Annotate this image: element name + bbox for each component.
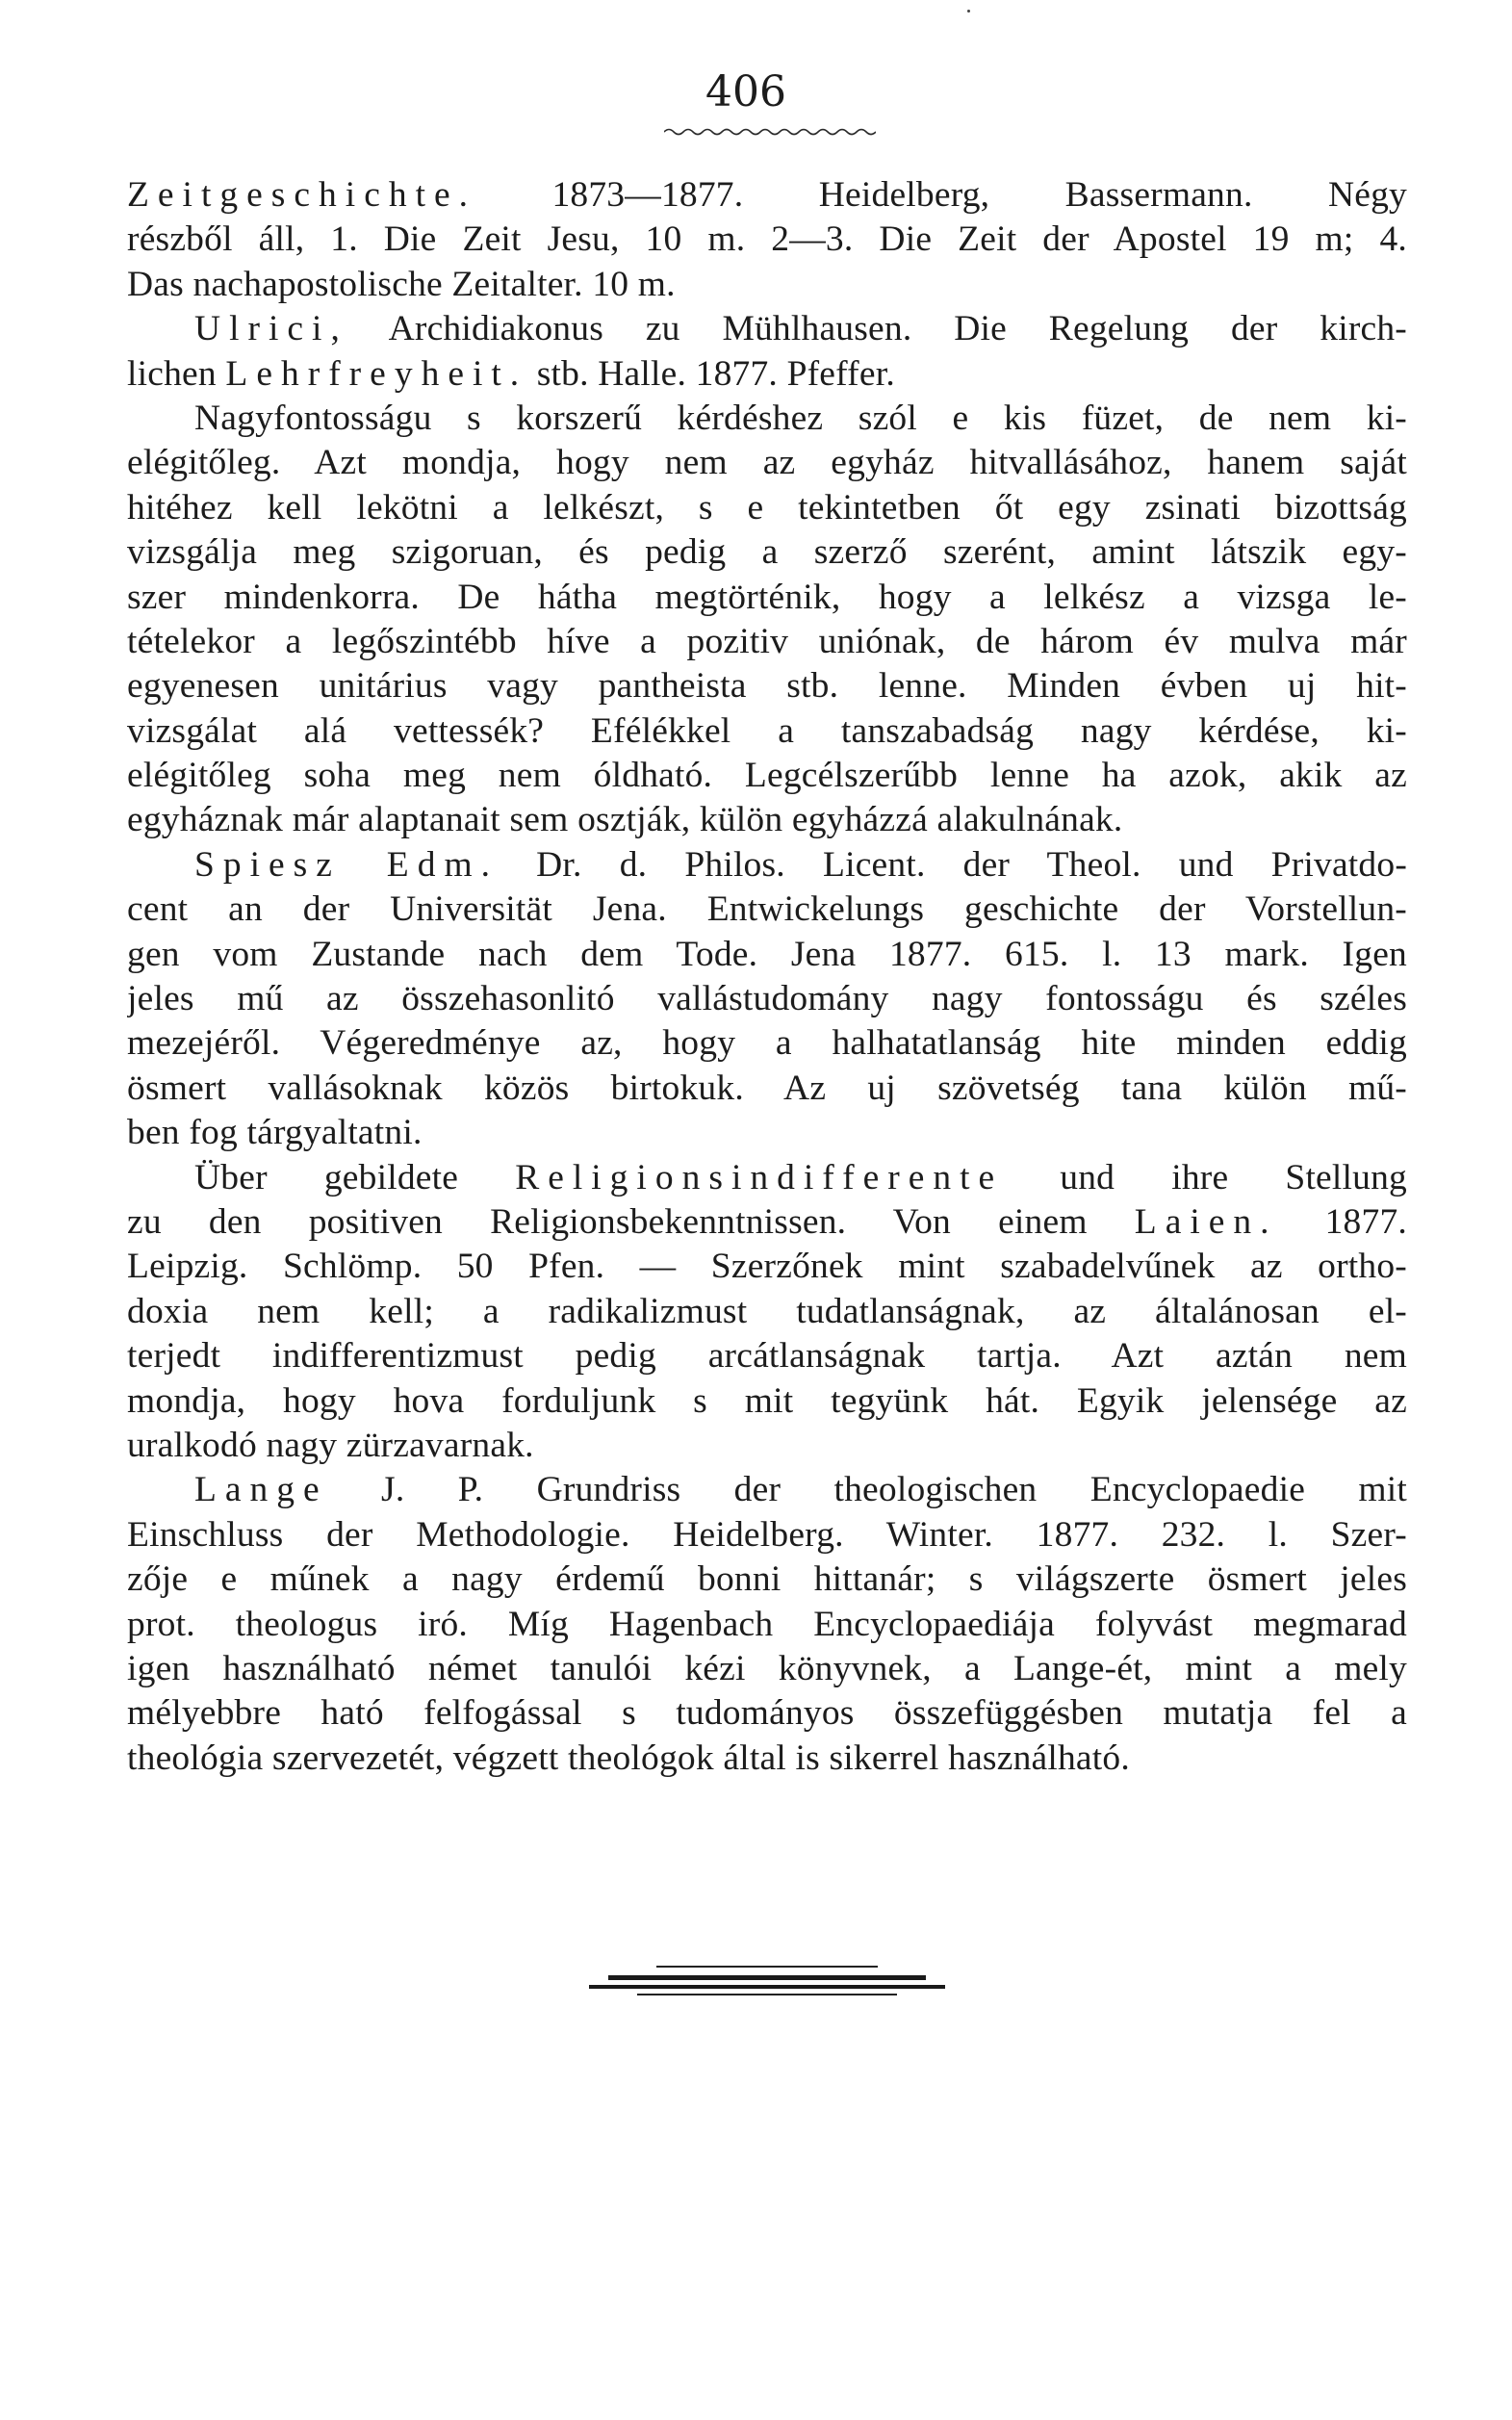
text-line (127, 1424, 1407, 1468)
line-text: zője e műnek a nagy érdemű bonni hittanár; s világszerte ösmert jeles (127, 1559, 1407, 1600)
text-line (127, 1691, 1407, 1736)
line-text: terjedt indifferentizmust pedig arcátlanságnak tartja. Azt aztán nem (127, 1336, 1407, 1377)
page-number: 406 (705, 67, 786, 116)
line-text: stb. Halle. 1877. Pfeffer. (527, 353, 895, 394)
line-text: Nagyfontosságu s korszerű kérdéshez szól e kis füzet, de nem ki- (194, 398, 1407, 438)
text-line (127, 1290, 1407, 1334)
spaced-author-name: Spiesz Edm. (194, 844, 500, 885)
text-line (127, 1156, 1407, 1200)
line-text: mondja, hogy hova forduljunk s mit tegyünk hát. Egyik jelensége az (127, 1380, 1407, 1421)
line-text: mélyebbre ható felfogással s tudományos összefüggésben mutatja fel a (127, 1693, 1407, 1734)
line-text: uralkodó nagy zürzavarnak. (127, 1425, 534, 1465)
line-text: 1873—1877. Heidelberg, Bassermann. Négy (476, 175, 1407, 215)
text-line (127, 1603, 1407, 1647)
text-line (127, 1558, 1407, 1602)
text-line (127, 1200, 1407, 1245)
line-text: Archidiakonus zu Mühlhausen. Die Regelung der kirch- (347, 309, 1407, 349)
line-text: J. P. Grundriss der theologischen Encyclopaedie mit (327, 1470, 1407, 1510)
line-text: vizsgálat alá vettessék? Efélékkel a tanszabadság nagy kérdése, ki- (127, 710, 1407, 751)
text-line (127, 1513, 1407, 1558)
text-line (127, 397, 1407, 441)
bibliography-entry (127, 843, 1407, 1156)
text-line (127, 1468, 1407, 1512)
section-end-rule (589, 1964, 945, 2002)
text-line (127, 1379, 1407, 1424)
line-text: egyenesen unitárius vagy pantheista stb. lenne. Minden évben uj hit- (127, 666, 1407, 707)
text-line (127, 843, 1407, 888)
line-text: tételekor a legőszintébb híve a pozitiv uniónak, de három év mulva már (127, 621, 1407, 661)
bibliography-entry (127, 173, 1407, 307)
bibliography-entry (127, 307, 1407, 843)
text-line (127, 709, 1407, 754)
page-number-ornament (664, 127, 876, 137)
text-line (127, 1737, 1407, 1781)
text-line (127, 1245, 1407, 1289)
spaced-author-name: Religionsindifferente (515, 1157, 1004, 1197)
text-line (127, 933, 1407, 977)
spaced-author-name: Lange (194, 1470, 328, 1510)
line-text: gen vom Zustande nach dem Tode. Jena 1877. 615. l. 13 mark. Igen (127, 934, 1407, 974)
bibliography-entry (127, 1468, 1407, 1781)
line-text: cent an der Universität Jena. Entwickelungs geschichte der Vorstellun- (127, 889, 1407, 930)
line-text: egyháznak már alaptanait sem osztják, külön egyházzá alakulnának. (127, 800, 1123, 840)
line-text: igen használható német tanulói kézi könyvnek, a Lange-ét, mint a mely (127, 1648, 1407, 1688)
line-text: hitéhez kell lekötni a lelkészt, s e tekintetben őt egy zsinati bizottság (127, 487, 1407, 528)
text-line (127, 1111, 1407, 1155)
line-text: ben fog tárgyaltatni. (127, 1113, 423, 1153)
text-line (127, 530, 1407, 575)
bibliography-entry (127, 1156, 1407, 1469)
text-line (127, 1067, 1407, 1111)
line-text: prot. theologus iró. Míg Hagenbach Encyclopaediája folyvást megmarad (127, 1604, 1407, 1644)
line-prefix-text: zu den positiven Religionsbekenntnissen. Von einem (127, 1201, 1135, 1242)
text-line (127, 352, 1407, 397)
text-line (127, 1021, 1407, 1066)
spaced-author-name: Ulrici, (194, 309, 348, 349)
text-line (127, 620, 1407, 664)
line-text: vizsgálja meg szigoruan, és pedig a szerző szerént, amint látszik egy- (127, 532, 1407, 573)
line-text: szer mindenkorra. De hátha megtörténik, hogy a lelkész a vizsga le- (127, 577, 1407, 617)
line-text: theológia szervezetét, végzett theológok által is sikerrel használható. (127, 1738, 1130, 1778)
line-text: Einschluss der Methodologie. Heidelberg. Winter. 1877. 232. l. Szer- (127, 1514, 1407, 1555)
line-text: Leipzig. Schlömp. 50 Pfen. — Szerzőnek mint szabadelvűnek az ortho- (127, 1247, 1407, 1287)
scan-speck (967, 10, 970, 13)
text-line (127, 754, 1407, 798)
text-line (127, 1647, 1407, 1691)
text-line (127, 664, 1407, 708)
line-prefix-text: Über gebildete (194, 1157, 516, 1197)
line-text: doxia nem kell; a radikalizmust tudatlanságnak, az általánosan el- (127, 1291, 1407, 1331)
text-line (127, 486, 1407, 530)
line-text: elégitőleg. Azt mondja, hogy nem az egyház hitvallásához, hanem saját (127, 443, 1407, 483)
text-line (127, 888, 1407, 932)
text-line (127, 263, 1407, 307)
spaced-author-name: Laien. (1134, 1201, 1278, 1242)
bibliography-text (127, 173, 1407, 1781)
line-text: részből áll, 1. Die Zeit Jesu, 10 m. 2—3. Die Zeit der Apostel 19 m; 4. (127, 219, 1407, 260)
spaced-author-name: Zeitgeschichte. (127, 175, 477, 215)
line-text: mezejéről. Végeredménye az, hogy a halhatatlanság hite minden eddig (127, 1023, 1407, 1064)
text-line (127, 576, 1407, 620)
text-line (127, 977, 1407, 1021)
line-text: Das nachapostolische Zeitalter. 10 m. (127, 264, 676, 304)
line-text: 1877. (1277, 1201, 1407, 1242)
text-line (127, 798, 1407, 842)
line-text: jeles mű az összehasonlitó vallástudomány nagy fontosságu és széles (127, 979, 1407, 1019)
text-line (127, 173, 1407, 218)
text-line (127, 441, 1407, 485)
line-prefix-text: lichen (127, 353, 226, 394)
spaced-author-name: Lehrfreyheit. (225, 353, 528, 394)
text-line (127, 218, 1407, 262)
line-text: Dr. d. Philos. Licent. der Theol. und Privatdo- (499, 844, 1407, 885)
text-line (127, 1334, 1407, 1378)
line-text: ösmert vallásoknak közös birtokuk. Az uj szövetség tana külön mű- (127, 1068, 1407, 1108)
line-text: elégitőleg soha meg nem óldható. Legcélszerűbb lenne ha azok, akik az (127, 756, 1407, 796)
line-text: und ihre Stellung (1003, 1157, 1407, 1197)
text-line (127, 307, 1407, 351)
